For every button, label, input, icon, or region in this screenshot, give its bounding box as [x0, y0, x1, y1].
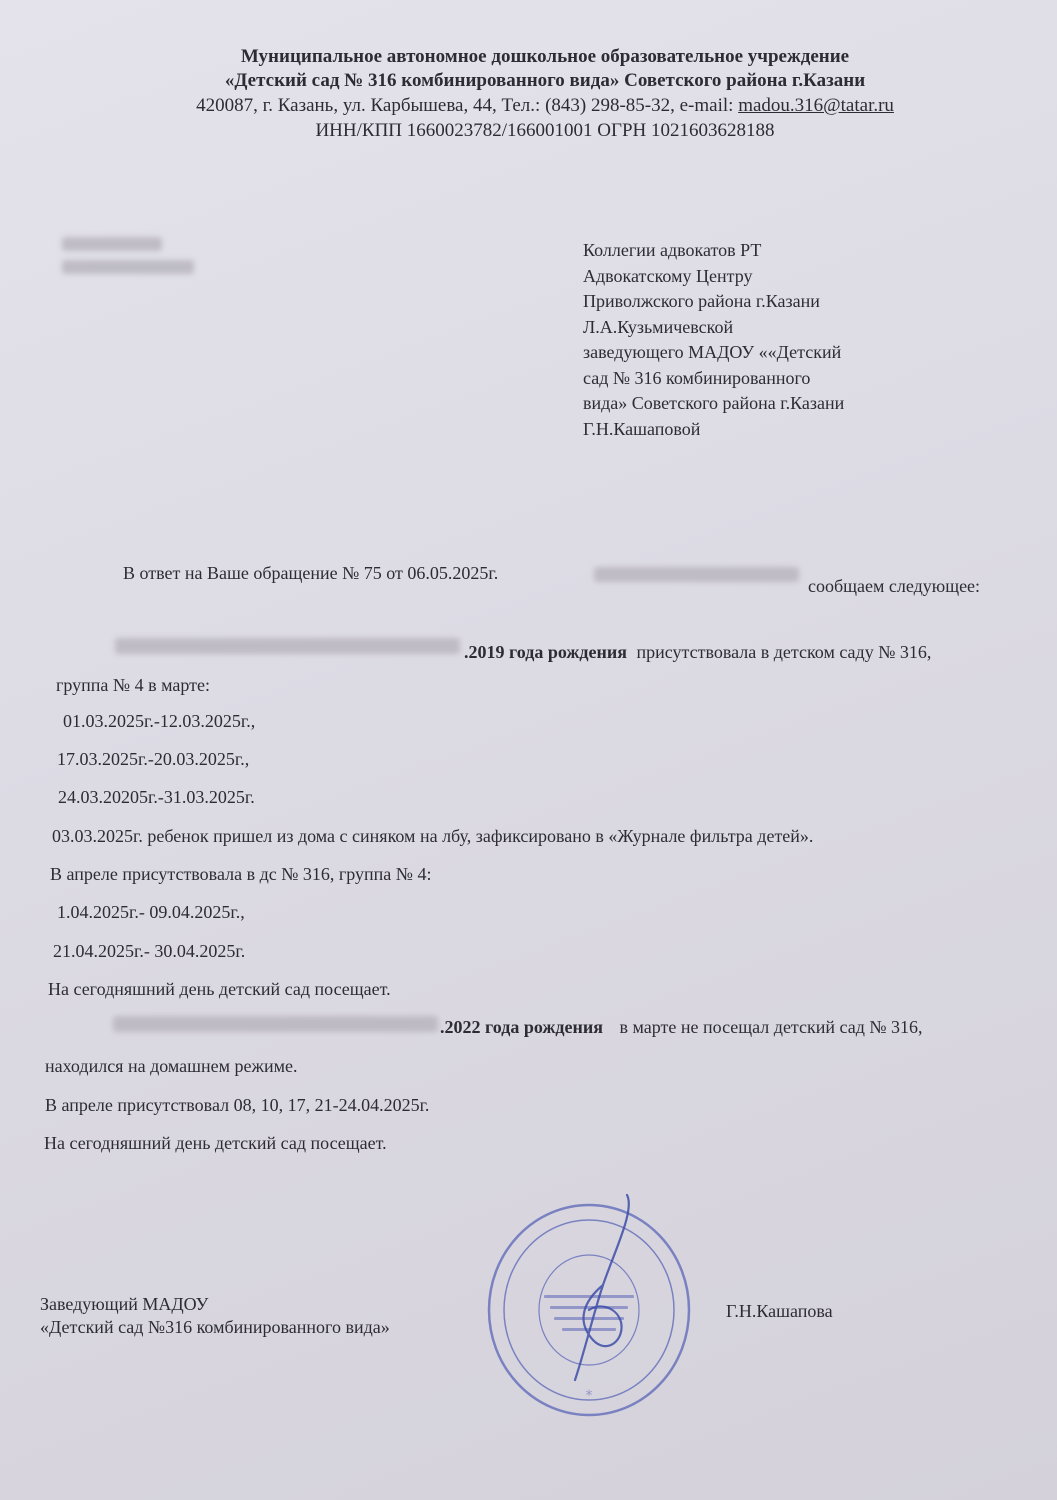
- header-address-line: [150, 95, 940, 117]
- child2-today: На сегодняшний день детский сад посещает.: [44, 1133, 387, 1153]
- addressee-line: Г.Н.Кашаповой: [583, 418, 701, 439]
- child2-attendance: в марте не посещал детский сад № 316,: [619, 1017, 923, 1037]
- child1-today: На сегодняшний день детский сад посещает.: [48, 979, 391, 999]
- redacted-child1-name: [115, 638, 460, 654]
- redacted-child2-name: [113, 1016, 438, 1032]
- header-registration-line: ИНН/КПП 1660023782/166001001 ОГРН 1021603628188: [315, 120, 775, 141]
- signatory-name: Г.Н.Кашапова: [726, 1301, 833, 1321]
- child2-birth: .2022 года рождения: [440, 1017, 604, 1037]
- header-address: 420087, г. Казань, ул. Карбышева, 44, Тел.: (843) 298-85-32, e-mail:: [196, 95, 739, 116]
- addressee-line: сад № 316 комбинированного: [583, 367, 811, 388]
- addressee-line: вида» Советского района г.Казани: [583, 393, 845, 413]
- child1-group: группа № 4 в марте:: [56, 675, 210, 695]
- addressee-line: Адвокатскому Центру: [583, 265, 753, 286]
- addressee-line: Л.А.Кузьмичевской: [583, 316, 734, 337]
- redacted-outgoing-number: [62, 237, 162, 251]
- svg-text:*: *: [585, 1388, 593, 1404]
- child1-birth: .2019 года рождения: [464, 642, 628, 662]
- intro-prefix: В ответ на Ваше обращение № 75 от 06.05.2025г.: [123, 563, 499, 583]
- child2-april: В апреле присутствовал 08, 10, 17, 21-24.04.2025г.: [45, 1095, 430, 1115]
- handwritten-signature: [545, 1190, 655, 1390]
- child1-birth-line: [464, 641, 931, 663]
- redacted-outgoing-date: [62, 260, 194, 274]
- child1-april-intro: В апреле присутствовала в дс № 316, группа № 4:: [50, 864, 432, 884]
- header-org-line1: Муниципальное автономное дошкольное образовательное учреждение: [240, 46, 850, 67]
- addressee-line: Коллегии адвокатов РТ: [583, 240, 762, 260]
- child1-bruise-note: 03.03.2025г. ребенок пришел из дома с синяком на лбу, зафиксировано в «Журнале фильтра детей».: [52, 826, 814, 846]
- redacted-requester-name: [594, 567, 799, 582]
- child2-birth-line: [440, 1016, 923, 1038]
- child1-march-date: 17.03.2025г.-20.03.2025г.,: [57, 749, 250, 769]
- child2-home-mode: находился на домашнем режиме.: [45, 1056, 298, 1076]
- addressee-line: заведующего МАДОУ ««Детский: [583, 342, 842, 362]
- addressee-line: Приволжского района г.Казани: [583, 291, 820, 311]
- addressee-block: [583, 238, 844, 442]
- signatory-position: Заведующий МАДОУ: [40, 1294, 209, 1314]
- child1-march-date: 01.03.2025г.-12.03.2025г.,: [63, 711, 256, 731]
- child1-april-date: 1.04.2025г.- 09.04.2025г.,: [57, 902, 245, 922]
- child1-april-date: 21.04.2025г.- 30.04.2025г.: [53, 941, 246, 961]
- child1-attendance: присутствовала в детском саду № 316,: [636, 642, 932, 662]
- signatory-institution: «Детский сад №316 комбинированного вида»: [40, 1317, 390, 1337]
- header-email-link[interactable]: madou.316@tatar.ru: [738, 95, 894, 116]
- intro-suffix: сообщаем следующее:: [808, 576, 981, 596]
- child1-march-date: 24.03.20205г.-31.03.2025г.: [58, 787, 255, 807]
- header-org-line2: «Детский сад № 316 комбинированного вида» Советского района г.Казани: [224, 70, 866, 91]
